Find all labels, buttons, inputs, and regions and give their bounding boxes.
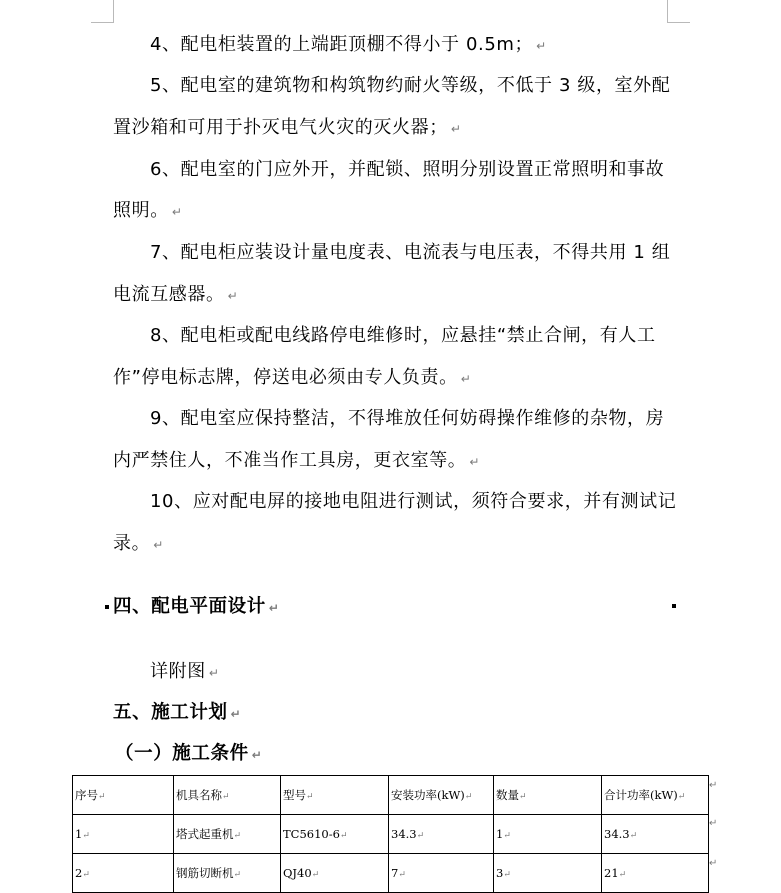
paragraph-5-line-1 — [113, 65, 673, 107]
section-5-heading-text: 五、施工计划 — [113, 702, 228, 723]
paragraph-6-line-2 — [113, 190, 673, 233]
paragraph-mark: ↵ — [469, 455, 481, 469]
cell-text: 塔式起重机 — [176, 827, 234, 841]
row-end-mark: ↵ — [709, 780, 718, 791]
table-cell — [281, 815, 389, 854]
paragraph-8-text-2: 作”停电标志牌，停送电必须由专人负责。 — [113, 367, 458, 388]
equipment-table — [72, 775, 709, 893]
section-5-heading — [113, 692, 673, 735]
section-4-body-text: 详附图 — [150, 661, 206, 682]
header-cell-text: 序号 — [75, 788, 98, 802]
row-end-mark: ↵ — [709, 858, 718, 869]
cell-mark: ↵ — [311, 870, 320, 880]
cell-text: TC5610-6 — [283, 827, 340, 841]
paragraph-mark: ↵ — [536, 39, 547, 53]
cell-mark: ↵ — [503, 831, 511, 841]
row-end-mark: ↵ — [709, 818, 718, 829]
paragraph-mark: ↵ — [227, 289, 239, 303]
paragraph-6-text-2: 照明。 — [113, 200, 169, 221]
cell-mark: ↵ — [503, 870, 511, 880]
table-cell — [73, 854, 174, 893]
table-header-row — [73, 776, 709, 815]
table-cell — [494, 815, 602, 854]
header-cell-text: 数量 — [496, 788, 519, 802]
section-4-heading-text: 四、配电平面设计 — [113, 596, 266, 617]
table-cell — [602, 854, 709, 893]
cell-mark: ↵ — [339, 831, 348, 841]
table-cell — [73, 815, 174, 854]
cell-text: QJ40 — [283, 866, 312, 880]
heading-end-marker — [672, 604, 676, 608]
paragraph-4-text: 4、配电柜装置的上端距顶棚不得小于 0.5m； — [150, 34, 534, 55]
cell-mark: ↵ — [398, 870, 406, 880]
paragraph-10-line-1 — [113, 481, 677, 523]
paragraph-10-line-2 — [113, 523, 673, 566]
cell-text: 7 — [391, 866, 399, 880]
paragraph-7-text-1: 7、配电柜应装设计量电度表、电流表与电压表，不得共用 1 组 — [150, 242, 671, 263]
paragraph-9-line-1 — [113, 398, 673, 440]
subsection-1-heading-text: （一）施工条件 — [115, 743, 249, 764]
cell-text: 3 — [496, 866, 504, 880]
cell-text: 34.3 — [604, 827, 630, 841]
paragraph-5-text-2: 置沙箱和可用于扑灭电气火灾的灭火器； — [113, 117, 448, 138]
crop-mark-left — [91, 0, 114, 23]
cell-text: 1 — [496, 827, 504, 841]
paragraph-mark: ↵ — [251, 748, 263, 762]
cell-text: 1 — [75, 827, 83, 841]
paragraph-6-text-1: 6、配电室的门应外开，并配锁、照明分别设置正常照明和事故 — [150, 159, 665, 180]
table-row — [73, 815, 709, 854]
cell-mark: ↵ — [233, 831, 242, 841]
cell-mark: ↵ — [82, 870, 90, 880]
subsection-1-heading — [115, 733, 675, 776]
table-cell — [389, 854, 494, 893]
section-4-heading — [105, 586, 665, 629]
table-header-cell — [494, 776, 602, 815]
paragraph-7-text-2: 电流互感器。 — [113, 284, 225, 305]
paragraph-9-text-1: 9、配电室应保持整洁，不得堆放任何妨碍操作维修的杂物，房 — [150, 408, 665, 429]
paragraph-4 — [113, 24, 673, 67]
paragraph-mark: ↵ — [171, 205, 183, 219]
cell-mark: ↵ — [82, 831, 90, 841]
paragraph-7-line-1 — [113, 232, 673, 274]
paragraph-mark: ↵ — [230, 707, 242, 721]
paragraph-6-line-1 — [113, 149, 673, 191]
cell-mark: ↵ — [416, 831, 425, 841]
table-cell — [602, 815, 709, 854]
paragraph-10-text-1: 10、应对配电屏的接地电阻进行测试，须符合要求，并有测试记 — [150, 491, 677, 512]
table-row — [73, 854, 709, 893]
cell-mark: ↵ — [98, 792, 106, 802]
paragraph-mark: ↵ — [450, 122, 462, 136]
cell-mark: ↵ — [629, 831, 638, 841]
cell-text: 钢筋切断机 — [176, 866, 234, 880]
table-header-cell — [602, 776, 709, 815]
paragraph-7-line-2 — [113, 274, 673, 317]
header-cell-text: 合计功率(kW) — [604, 788, 678, 802]
cell-mark: ↵ — [233, 870, 242, 880]
paragraph-8-text-1: 8、配电柜或配电线路停电维修时，应悬挂“禁止合闸，有人工 — [150, 325, 656, 346]
paragraph-8-line-1 — [113, 315, 673, 357]
cell-text: 21 — [604, 866, 619, 880]
section-4-body — [113, 651, 673, 694]
table-header-cell — [389, 776, 494, 815]
table-cell — [174, 854, 281, 893]
paragraph-5-line-2 — [113, 107, 673, 150]
cell-text: 34.3 — [391, 827, 417, 841]
cell-mark: ↵ — [222, 792, 230, 802]
crop-mark-right — [667, 0, 690, 23]
cell-text: 2 — [75, 866, 83, 880]
paragraph-9-text-2: 内严禁住人，不准当作工具房，更衣室等。 — [113, 450, 467, 471]
paragraph-mark: ↵ — [153, 538, 164, 552]
paragraph-5-text-1: 5、配电室的建筑物和构筑物约耐火等级，不低于 3 级，室外配 — [150, 75, 671, 96]
table-cell — [389, 815, 494, 854]
table-header-cell — [281, 776, 389, 815]
paragraph-10-text-2: 录。 — [113, 533, 151, 554]
header-cell-text: 安装功率(kW) — [391, 788, 465, 802]
table-header-cell — [73, 776, 174, 815]
paragraph-mark: ↵ — [460, 372, 472, 386]
cell-mark: ↵ — [677, 792, 686, 802]
header-cell-text: 机具名称 — [176, 788, 222, 802]
table-header-cell — [174, 776, 281, 815]
list-bullet-marker — [105, 605, 109, 609]
cell-mark: ↵ — [464, 792, 473, 802]
header-cell-text: 型号 — [283, 788, 306, 802]
cell-mark: ↵ — [618, 870, 627, 880]
paragraph-mark: ↵ — [208, 666, 220, 680]
paragraph-mark: ↵ — [268, 601, 280, 615]
paragraph-9-line-2 — [113, 440, 673, 483]
paragraph-8-line-2 — [113, 357, 673, 400]
table-cell — [494, 854, 602, 893]
cell-mark: ↵ — [306, 792, 314, 802]
table-cell — [281, 854, 389, 893]
cell-mark: ↵ — [519, 792, 527, 802]
table-cell — [174, 815, 281, 854]
